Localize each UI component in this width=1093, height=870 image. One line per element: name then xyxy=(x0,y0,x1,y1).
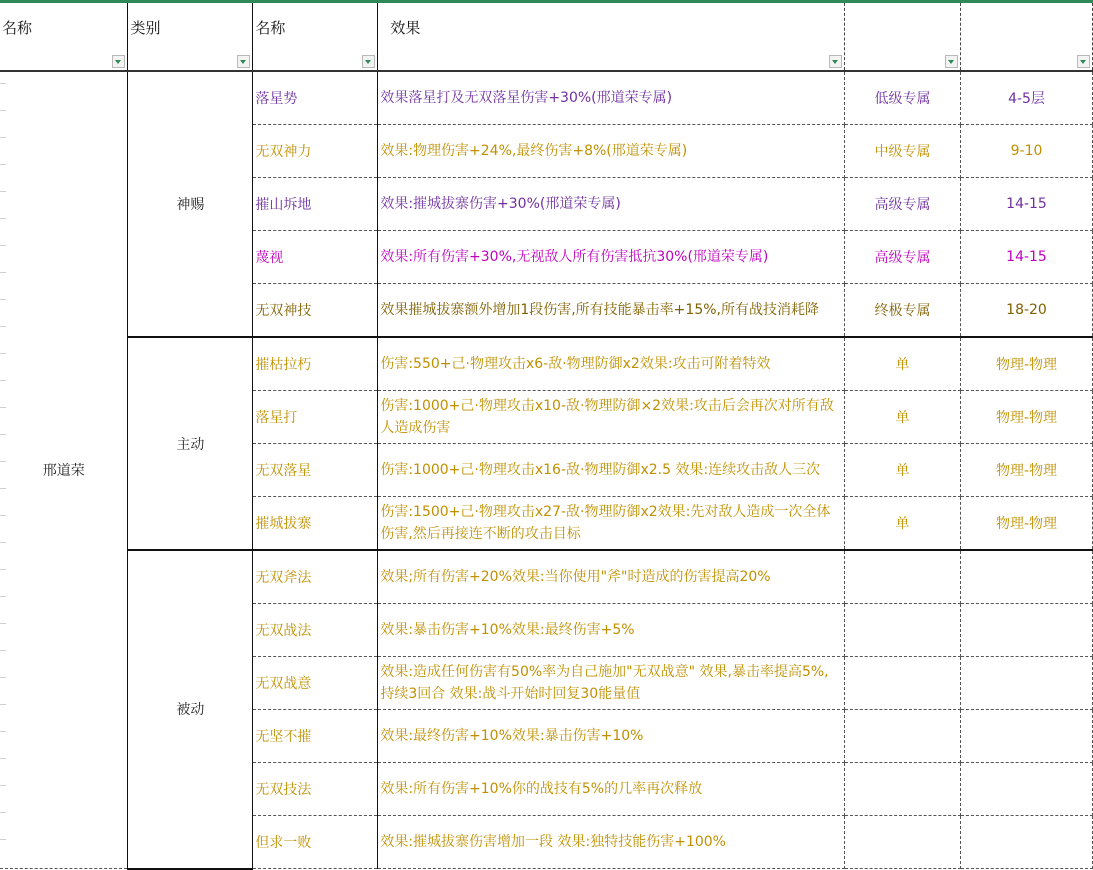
skill-name-cell[interactable]: 无双神力 xyxy=(253,125,378,178)
extra-cell[interactable] xyxy=(961,657,1093,710)
skill-name-cell[interactable]: 无坚不摧 xyxy=(253,710,378,763)
skill-name-cell[interactable]: 无双神技 xyxy=(253,284,378,338)
category-cell[interactable]: 神赐 xyxy=(128,71,253,337)
header-col6[interactable] xyxy=(961,3,1093,71)
extra-cell[interactable]: 物理-物理 xyxy=(961,337,1093,391)
extra-cell[interactable] xyxy=(961,763,1093,816)
effect-cell[interactable]: 伤害:1000+己·物理攻击x10-敌·物理防御×2效果:攻击后会再次对所有敌人造成伤害 xyxy=(378,391,845,444)
level-cell[interactable] xyxy=(845,763,961,816)
effect-cell[interactable]: 伤害:1000+己·物理攻击x16-敌·物理防御x2.5 效果:连续攻击敌人三次 xyxy=(378,444,845,497)
table-row xyxy=(0,71,1093,125)
level-cell[interactable] xyxy=(845,657,961,710)
extra-cell[interactable] xyxy=(961,550,1093,604)
level-cell[interactable]: 单 xyxy=(845,391,961,444)
effect-cell[interactable]: 效果:造成任何伤害有50%率为自己施加"无双战意" 效果,暴击率提高5%,持续3回合 效果:战斗开始时回复30能量值 xyxy=(378,657,845,710)
filter-dropdown-icon[interactable] xyxy=(1077,55,1090,68)
skill-name-cell[interactable]: 摧山坼地 xyxy=(253,178,378,231)
extra-cell[interactable]: 9-10 xyxy=(961,125,1093,178)
effect-cell[interactable]: 效果:最终伤害+10%效果:暴击伤害+10% xyxy=(378,710,845,763)
level-cell[interactable]: 高级专属 xyxy=(845,231,961,284)
skill-name-cell[interactable]: 无双技法 xyxy=(253,763,378,816)
effect-cell[interactable]: 效果:所有伤害+10%你的战技有5%的几率再次释放 xyxy=(378,763,845,816)
skill-name-cell[interactable]: 无双斧法 xyxy=(253,550,378,604)
extra-cell[interactable]: 18-20 xyxy=(961,284,1093,338)
skill-name-cell[interactable]: 无双落星 xyxy=(253,444,378,497)
skill-name-cell[interactable]: 落星势 xyxy=(253,71,378,125)
extra-cell[interactable]: 14-15 xyxy=(961,178,1093,231)
header-col5[interactable] xyxy=(845,3,961,71)
skill-name-cell[interactable]: 摧城拔寨 xyxy=(253,497,378,551)
effect-cell[interactable]: 效果;所有伤害+20%效果:当你使用"斧"时造成的伤害提高20% xyxy=(378,550,845,604)
extra-cell[interactable] xyxy=(961,816,1093,869)
category-cell[interactable]: 被动 xyxy=(128,550,253,869)
extra-cell[interactable]: 4-5层 xyxy=(961,71,1093,125)
level-cell[interactable]: 单 xyxy=(845,497,961,551)
extra-cell[interactable]: 14-15 xyxy=(961,231,1093,284)
effect-cell[interactable]: 效果摧城拔寨额外增加1段伤害,所有技能暴击率+15%,所有战技消耗降 xyxy=(378,284,845,338)
level-cell[interactable] xyxy=(845,816,961,869)
effect-cell[interactable]: 效果落星打及无双落星伤害+30%(邢道荣专属) xyxy=(378,71,845,125)
extra-cell[interactable]: 物理-物理 xyxy=(961,497,1093,551)
level-cell[interactable]: 高级专属 xyxy=(845,178,961,231)
effect-cell[interactable]: 效果:暴击伤害+10%效果:最终伤害+5% xyxy=(378,604,845,657)
table-row xyxy=(0,550,1093,604)
skill-name-cell[interactable]: 蔑视 xyxy=(253,231,378,284)
level-cell[interactable]: 中级专属 xyxy=(845,125,961,178)
skill-name-cell[interactable]: 无双战意 xyxy=(253,657,378,710)
effect-cell[interactable]: 效果:所有伤害+30%,无视敌人所有伤害抵抗30%(邢道荣专属) xyxy=(378,231,845,284)
level-cell[interactable] xyxy=(845,604,961,657)
extra-cell[interactable]: 物理-物理 xyxy=(961,444,1093,497)
level-cell[interactable]: 终极专属 xyxy=(845,284,961,338)
filter-dropdown-icon[interactable] xyxy=(112,55,125,68)
extra-cell[interactable]: 物理-物理 xyxy=(961,391,1093,444)
effect-cell[interactable]: 效果:摧城拔寨伤害增加一段 效果:独特技能伤害+100% xyxy=(378,816,845,869)
table-row xyxy=(0,337,1093,391)
filter-dropdown-icon[interactable] xyxy=(237,55,250,68)
filter-dropdown-icon[interactable] xyxy=(362,55,375,68)
level-cell[interactable]: 低级专属 xyxy=(845,71,961,125)
extra-cell[interactable] xyxy=(961,710,1093,763)
extra-cell[interactable] xyxy=(961,604,1093,657)
skill-name-cell[interactable]: 落星打 xyxy=(253,391,378,444)
header-category[interactable]: 类别 xyxy=(128,3,253,71)
skill-table xyxy=(0,3,1093,870)
effect-cell[interactable]: 伤害:1500+己·物理攻击x27-敌·物理防御x2效果:先对敌人造成一次全体伤害,然后再接连不断的攻击目标 xyxy=(378,497,845,551)
effect-cell[interactable]: 效果:摧城拔寨伤害+30%(邢道荣专属) xyxy=(378,178,845,231)
category-cell[interactable]: 主动 xyxy=(128,337,253,550)
level-cell[interactable] xyxy=(845,550,961,604)
filter-dropdown-icon[interactable] xyxy=(829,55,842,68)
header-name[interactable]: 名称 xyxy=(0,3,128,71)
level-cell[interactable] xyxy=(845,710,961,763)
header-effect[interactable]: 效果 xyxy=(378,3,845,71)
level-cell[interactable]: 单 xyxy=(845,444,961,497)
skill-name-cell[interactable]: 但求一败 xyxy=(253,816,378,869)
hero-cell[interactable]: 邢道荣 xyxy=(0,71,128,869)
effect-cell[interactable]: 效果:物理伤害+24%,最终伤害+8%(邢道荣专属) xyxy=(378,125,845,178)
effect-cell[interactable]: 伤害:550+己·物理攻击x6-敌·物理防御x2效果:攻击可附着特效 xyxy=(378,337,845,391)
level-cell[interactable]: 单 xyxy=(845,337,961,391)
filter-dropdown-icon[interactable] xyxy=(945,55,958,68)
skill-name-cell[interactable]: 无双战法 xyxy=(253,604,378,657)
skill-name-cell[interactable]: 摧枯拉朽 xyxy=(253,337,378,391)
header-skill-name[interactable]: 名称 xyxy=(253,3,378,71)
